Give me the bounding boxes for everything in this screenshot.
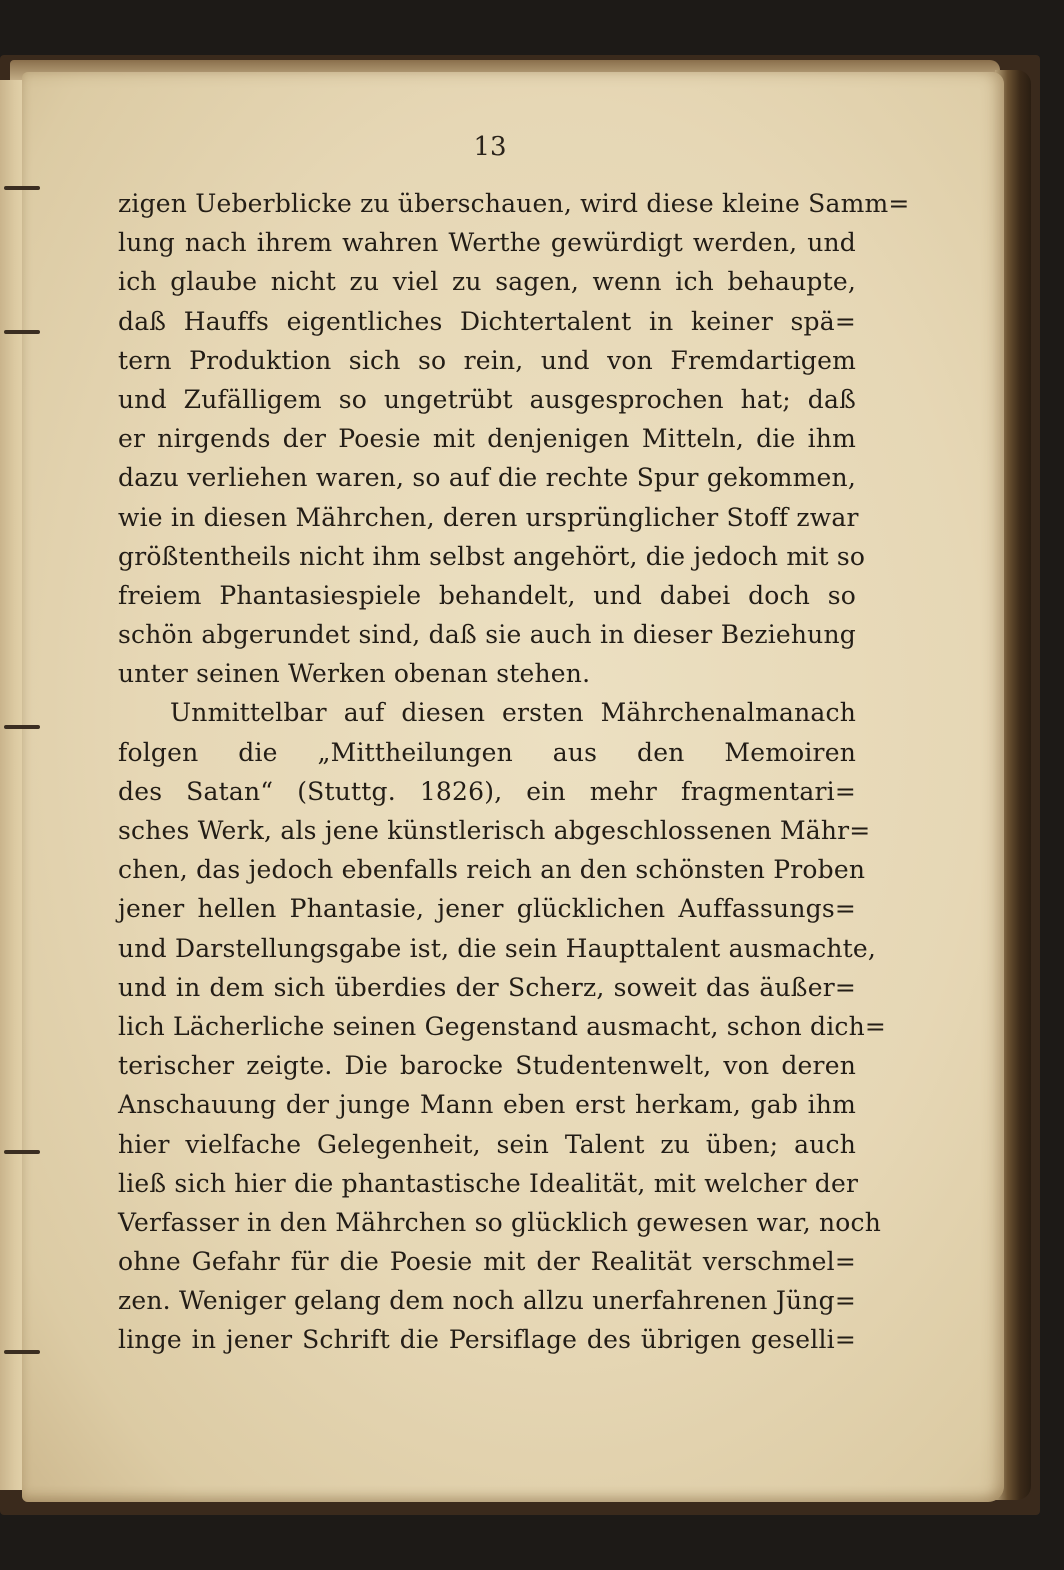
text-line: lich Lächerliche seinen Gegenstand ausmacht, schon dich= [118,1011,887,1041]
text-line: Anschauung der junge Mann eben erst herkam, gab ihm [118,1090,856,1120]
text-line: tern Produktion sich so rein, und von Fremdartigem [118,345,856,375]
text-line: und Zufälligem so ungetrübt ausgesprochen hat; daß [118,384,856,414]
text-line: Verfasser in den Mährchen so glücklich gewesen war, noch [118,1207,882,1237]
text-line: ohne Gefahr für die Poesie mit der Realität verschmel= [118,1247,856,1277]
text-line: und Darstellungsgabe ist, die sein Haupttalent ausmachte, [118,933,877,963]
text-line: dazu verliehen waren, so auf die rechte Spur gekommen, [118,463,856,493]
text-line: sches Werk, als jene künstlerisch abgeschlossenen Mähr= [118,816,871,845]
text-line: er nirgends der Poesie mit denjenigen Mitteln, die ihm [118,424,856,454]
page-number: 13 [473,132,507,162]
text-line: terischer zeigte. Die barocke Studentenwelt, von deren [118,1051,856,1081]
text-line: jener hellen Phantasie, jener glücklichen Auffassungs= [118,894,856,924]
text-line: chen, das jedoch ebenfalls reich an den schönsten Proben [118,855,866,885]
margin-mark [4,186,40,190]
text-line: des Satan“ (Stuttg. 1826), ein mehr fragmentari= [118,776,856,806]
text-line: ließ sich hier die phantastische Idealität, mit welcher der [118,1168,859,1198]
text-line: hier vielfache Gelegenheit, sein Talent zu üben; auch [118,1129,856,1159]
text-line: ich glaube nicht zu viel zu sagen, wenn ich behaupte, [118,267,856,297]
text-line: lung nach ihrem wahren Werthe gewürdigt werden, und [118,228,856,258]
margin-mark [4,330,40,334]
text-line: folgen die „Mittheilungen aus den Memoiren [118,737,856,767]
body-text [118,184,910,1360]
text-line: daß Hauffs eigentliches Dichtertalent in keiner spä= [118,306,856,336]
text-line: und in dem sich überdies der Scherz, soweit das äußer= [118,972,856,1002]
text-line: linge in jener Schrift die Persiflage des übrigen geselli= [118,1325,856,1355]
text-line: schön abgerundet sind, daß sie auch in dieser Beziehung [118,620,856,650]
text-line: freiem Phantasiespiele behandelt, und dabei doch so [118,580,856,610]
text-line: unter seinen Werken obenan stehen. [118,659,591,689]
margin-mark [4,1150,40,1154]
text-line: größtentheils nicht ihm selbst angehört, die jedoch mit so [118,541,866,571]
text-line: wie in diesen Mährchen, deren ursprünglicher Stoff zwar [118,502,859,532]
text-line: Unmittelbar auf diesen ersten Mährchenalmanach [170,698,856,728]
margin-mark [4,1350,40,1354]
text-line: zen. Weniger gelang dem noch allzu unerfahrenen Jüng= [118,1286,856,1316]
text-line: zigen Ueberblicke zu überschauen, wird diese kleine Samm= [118,189,910,218]
margin-mark [4,725,40,729]
